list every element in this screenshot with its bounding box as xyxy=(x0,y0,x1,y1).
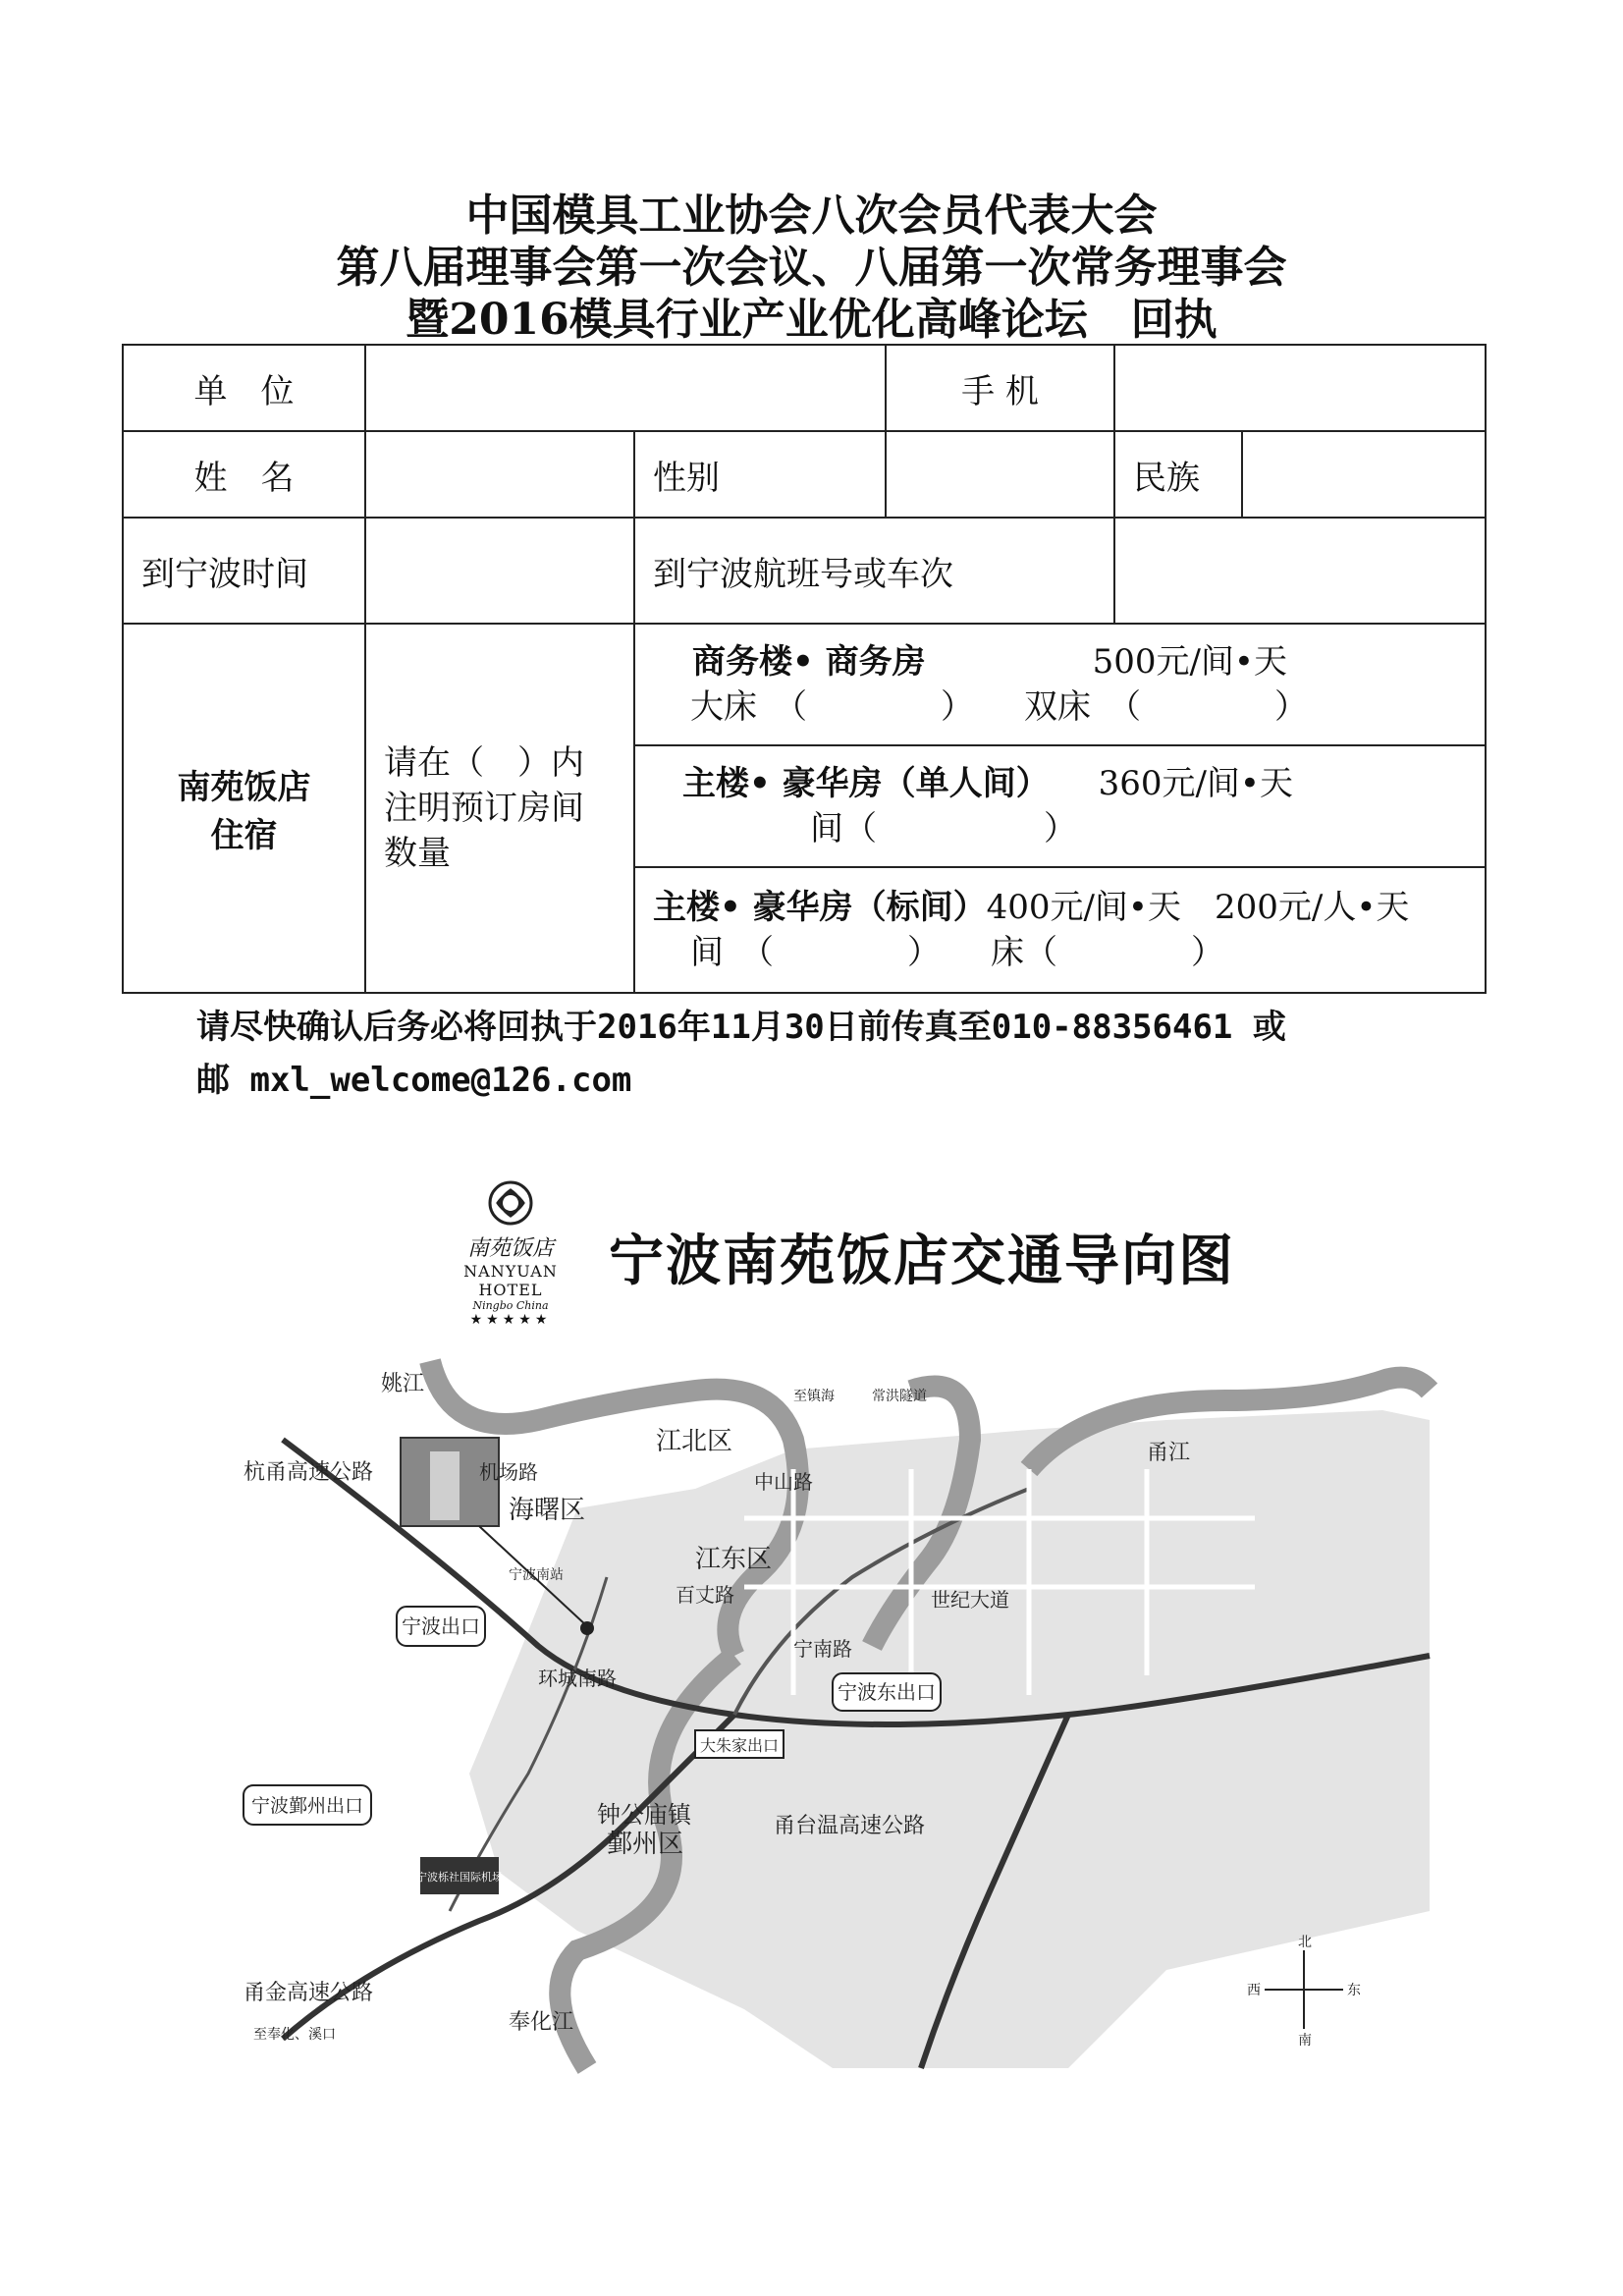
road-yongtaiwen: 甬台温高速公路 xyxy=(774,1814,926,1838)
district-jiangbei: 江北区 xyxy=(656,1427,733,1456)
road-ningnan: 宁南路 xyxy=(793,1637,852,1661)
title-line-1: 中国模具工业协会八次会员代表大会 xyxy=(465,191,1158,241)
ethnicity-field[interactable] xyxy=(1242,431,1486,518)
road-yongjin: 甬金高速公路 xyxy=(243,1981,374,2005)
district-yinzhou: 鄞州区 xyxy=(607,1830,684,1859)
title-line-2: 第八届理事会第一次会议、八届第一次常务理事会 xyxy=(336,243,1287,293)
logo-cn: 南苑饭店 xyxy=(466,1236,554,1261)
road-jichang: 机场路 xyxy=(479,1460,538,1484)
unit-field[interactable] xyxy=(365,345,886,431)
hotel-note: 请在（ ）内注明预订房间数量 xyxy=(365,624,634,993)
room-option-business[interactable] xyxy=(634,624,1486,745)
logo-sub: Ningbo China xyxy=(472,1299,549,1312)
exit-yinzhou-label: 宁波鄞州出口 xyxy=(250,1795,364,1817)
room-title: 主楼• 豪华房（标间） xyxy=(653,888,987,927)
mobile-field[interactable] xyxy=(1114,345,1486,431)
hotel-location-icon xyxy=(580,1621,594,1635)
flight-label: 到宁波航班号或车次 xyxy=(634,518,1114,624)
map-title: 宁波南苑饭店交通导向图 xyxy=(609,1230,1235,1293)
hotel-logo xyxy=(432,1178,589,1328)
town-zhonggongmiao: 钟公庙镇 xyxy=(597,1801,691,1829)
gender-label: 性别 xyxy=(634,431,886,518)
room-quantity: 间 （ ） 床（ ） xyxy=(690,933,1224,972)
river-fenghua: 奉化江 xyxy=(509,2010,574,2035)
compass-south: 南 xyxy=(1298,2033,1312,2049)
name-field[interactable] xyxy=(365,431,634,518)
unit-label: 单 位 xyxy=(123,345,365,431)
hotel-building-icon xyxy=(430,1451,460,1520)
ethnicity-label: 民族 xyxy=(1114,431,1242,518)
arrival-time-field[interactable] xyxy=(365,518,634,624)
station-label: 宁波南站 xyxy=(509,1567,564,1583)
room-price: 500元/间•天 xyxy=(1092,642,1287,682)
road-hangyong: 杭甬高速公路 xyxy=(243,1460,374,1485)
road-huancheng: 环城南路 xyxy=(538,1667,617,1690)
changxing-tunnel: 常洪隧道 xyxy=(872,1389,927,1404)
deadline-note: 请尽快确认后务必将回执于2016年11月30日前传真至010-88356461 或 xyxy=(196,1008,1286,1047)
gender-field[interactable] xyxy=(886,431,1114,518)
road-zhongshan: 中山路 xyxy=(754,1470,813,1494)
compass-north: 北 xyxy=(1298,1935,1312,1950)
title-line-3: 暨2016模具行业产业优化高峰论坛 回执 xyxy=(406,295,1217,345)
exit-east-label: 宁波东出口 xyxy=(838,1680,936,1704)
hotel-label: 南苑饭店住宿 xyxy=(123,624,365,993)
airport-label: 宁波栎社国际机场 xyxy=(416,1871,503,1884)
compass-east: 东 xyxy=(1347,1983,1361,1998)
room-price: 400元/间•天 200元/人•天 xyxy=(986,888,1410,927)
room-title: 商务楼• 商务房 xyxy=(692,642,926,682)
road-baizhang: 百丈路 xyxy=(676,1583,734,1607)
dazhujia-label: 大朱家出口 xyxy=(699,1736,780,1755)
logo-en: NANYUAN HOTEL xyxy=(463,1262,558,1299)
exit-ningbo-label: 宁波出口 xyxy=(402,1614,480,1638)
compass-west: 西 xyxy=(1247,1983,1261,1998)
email-note: 邮 mxl_welcome@126.com xyxy=(196,1061,632,1100)
room-quantity: 大床 （ ） 双床 （ ） xyxy=(690,687,1308,727)
hotel-logo-emblem-icon xyxy=(486,1178,535,1228)
river-yongjiang: 甬江 xyxy=(1147,1441,1191,1465)
traffic-map[interactable] xyxy=(243,1361,1430,2068)
mobile-label: 手 机 xyxy=(886,345,1114,431)
room-quantity: 间（ ） xyxy=(810,809,1077,848)
road-shiji: 世纪大道 xyxy=(931,1588,1009,1612)
district-jiangdong: 江东区 xyxy=(695,1545,773,1574)
river-yaojiang: 姚江 xyxy=(381,1372,425,1396)
registration-form xyxy=(122,344,1487,994)
room-price: 360元/间•天 xyxy=(1098,764,1293,803)
room-title: 主楼• 豪华房（单人间） xyxy=(682,764,1050,803)
name-label: 姓 名 xyxy=(123,431,365,518)
flight-field[interactable] xyxy=(1114,518,1486,624)
room-option-deluxe-single[interactable] xyxy=(634,745,1486,867)
to-fenghua: 至奉化、溪口 xyxy=(253,2027,336,2043)
district-haishu: 海曙区 xyxy=(509,1496,586,1525)
to-zhenhai: 至镇海 xyxy=(793,1389,835,1404)
compass-icon xyxy=(1247,1935,1361,2049)
arrival-time-label: 到宁波时间 xyxy=(123,518,365,624)
logo-stars: ★★★★★ xyxy=(469,1312,552,1328)
room-option-deluxe-standard[interactable] xyxy=(634,867,1486,993)
